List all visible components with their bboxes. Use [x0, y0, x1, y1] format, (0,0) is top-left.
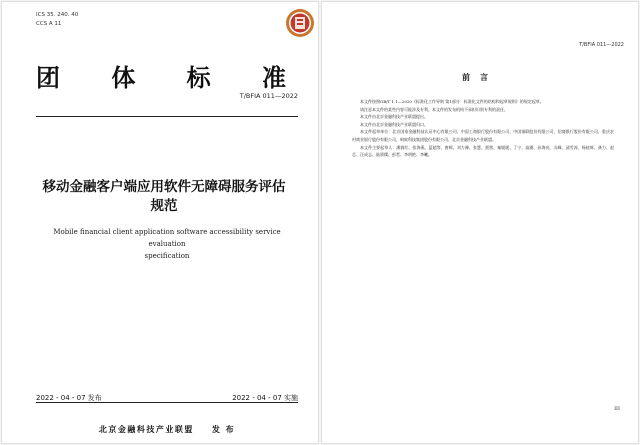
issuer-line [36, 424, 298, 435]
foreword-paragraph: 本文件由北京金融科技产业联盟提出。 [360, 114, 428, 120]
chinese-title [22, 178, 306, 216]
classification-codes [36, 11, 78, 29]
chinese-title-line: 规范 [150, 198, 178, 214]
english-title-line: Mobile financial client application software accessibility service evaluation [53, 228, 281, 248]
alliance-logo-icon [285, 8, 315, 38]
foreword-paragraph: 本文件由北京金融科技产业联盟归口。 [360, 121, 428, 127]
title-char: 团 [36, 64, 60, 92]
issuer-name: 北京金融科技产业联盟 [98, 425, 194, 434]
top-divider [36, 116, 298, 117]
foreword-paragraph: 本文件按照GB/T 1.1—2020《标准化工作导则 第1部分：标准化文件的结构和起草规则》的规定起草。 [360, 99, 544, 104]
chinese-title-line: 移动金融客户端应用软件无障碍服务评估 [42, 179, 286, 195]
bottom-divider [36, 402, 298, 403]
title-char: 准 [261, 64, 286, 92]
title-char: 体 [111, 64, 136, 92]
standard-number: T/BFIA 011—2022 [239, 92, 298, 100]
foreword-page [322, 2, 638, 443]
publish-date: 2022 - 04 - 07 发布 [36, 394, 102, 402]
english-title [36, 226, 298, 262]
ccs-code: CCS A 11 [36, 21, 62, 27]
english-title-line: specification [144, 252, 190, 260]
document-type-title [36, 58, 286, 93]
header-standard-number: T/BFIA 011—2022 [579, 42, 624, 48]
foreword-title: 前言 [462, 73, 498, 82]
issue-word: 发 布 [211, 425, 236, 434]
ics-code: ICS 35. 240. 40 [36, 12, 79, 18]
foreword-paragraph: 本文件主要起草人：潘润红、张海燕、蓝超等、唐辉、刘力豫、张慧、贾茜、秦媛媛、丁宁、高涵、孙海亮、冯峰、邱雪涛、杨桂辉、龚力、赵芯、汪成志、陆骄儒、彭哲、李明艳、李曦。 [352, 144, 614, 158]
foreword-paragraph: 本文件起草单位：北京国家金融科技认证中心有限公司、中国工商银行股份有限公司、中国银联股份有限公司、招商银行股份有限公司、重庆农村商业银行股份有限公司、蚂蚁科技集团股份有限公司、北京金融科技产业联盟。 [352, 129, 614, 142]
page-number: III [614, 406, 620, 412]
title-char: 标 [186, 64, 211, 92]
cover-page [2, 2, 318, 443]
foreword-body [352, 98, 614, 159]
implement-date: 2022 - 04 - 07 实施 [232, 394, 298, 402]
foreword-paragraph: 请注意本文件的某些内容可能涉及专利。本文件的发布机构不承担识别专利的责任。 [360, 106, 508, 112]
